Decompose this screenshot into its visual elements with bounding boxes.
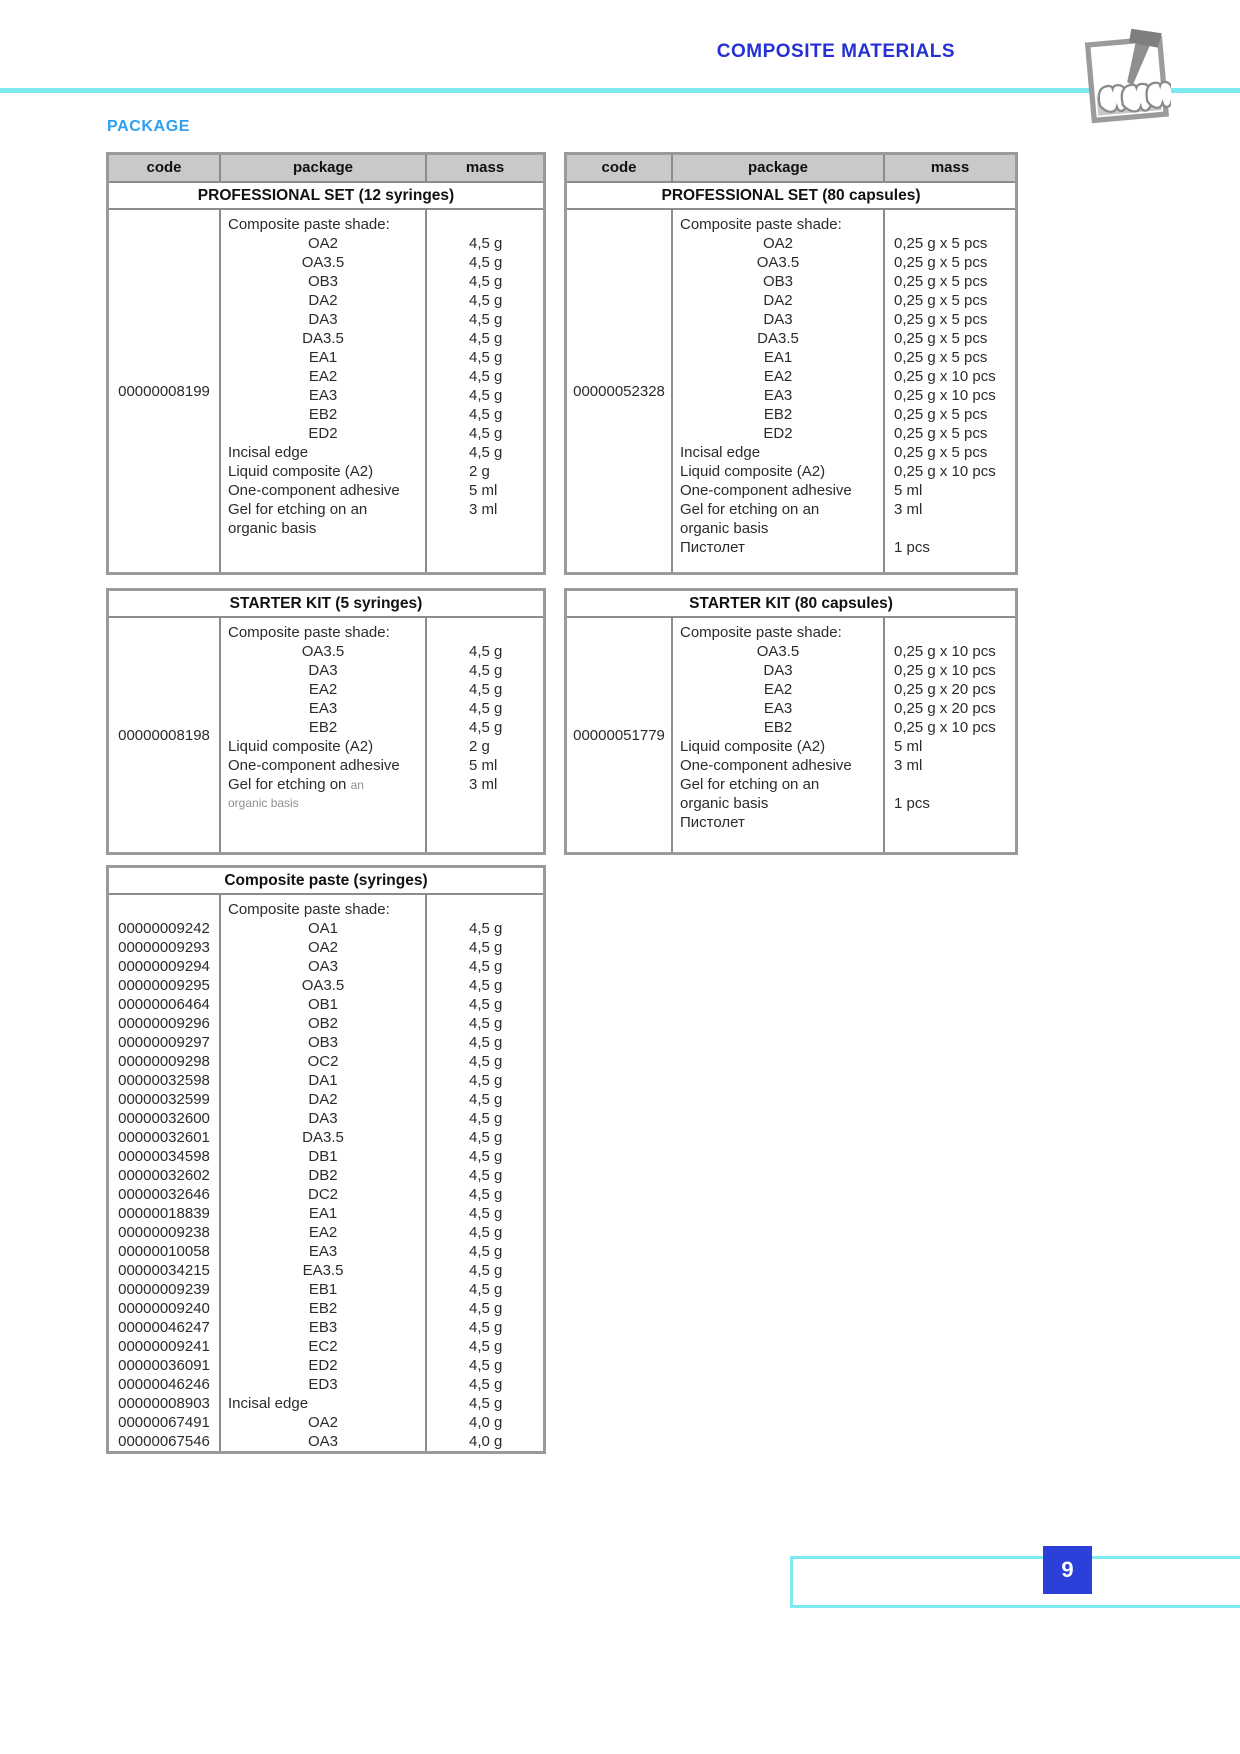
mass-cell: 4,5 g (469, 368, 503, 385)
package-cell: One-component adhesive (228, 482, 400, 499)
package-column (221, 210, 427, 572)
mass-cell: 4,5 g (469, 1186, 503, 1203)
package-cell: EA2 (308, 368, 338, 385)
mass-cell: 4,5 g (469, 254, 503, 271)
code-cell: 00000067491 (118, 1414, 210, 1431)
package-cell: One-component adhesive (228, 757, 400, 774)
package-cell: Liquid composite (A2) (680, 738, 826, 755)
mass-cell: 5 ml (894, 482, 923, 499)
package-cell: DA3 (308, 1110, 338, 1127)
mass-cell: 4,5 g (469, 1357, 503, 1374)
package-cell: OA3.5 (756, 643, 800, 660)
package-cell: OB3 (762, 273, 793, 290)
package-cell: organic basis (680, 795, 769, 812)
mass-cell (885, 813, 1015, 832)
mass-cell: 4,5 g (469, 1243, 503, 1260)
mass-cell: 3 ml (894, 501, 923, 518)
package-cell: Composite paste shade: (228, 901, 390, 918)
column-header-code: code (567, 155, 673, 181)
package-cell: OA2 (762, 235, 793, 252)
package-cell: Liquid composite (A2) (680, 463, 826, 480)
package-cell: OA3.5 (756, 254, 800, 271)
product-code: 00000008198 (118, 726, 210, 744)
mass-cell: 0,25 g x 5 pcs (894, 235, 988, 252)
package-column (221, 895, 427, 1451)
mass-cell: 4,5 g (469, 330, 503, 347)
column-header-code: code (109, 155, 221, 181)
package-cell: DA3 (763, 311, 793, 328)
mass-cell: 4,5 g (469, 311, 503, 328)
package-cell: OA3.5 (301, 254, 345, 271)
package-cell: Incisal edge (680, 444, 761, 461)
product-code: 00000052328 (573, 382, 665, 400)
package-cell: EA2 (308, 1224, 338, 1241)
column-header-row (567, 155, 1015, 183)
mass-cell: 4,5 g (469, 1072, 503, 1089)
header-divider-line (0, 88, 1240, 93)
dental-composite-application-icon (1083, 26, 1171, 126)
mass-cell: 0,25 g x 10 pcs (894, 463, 996, 480)
mass-cell: 4,5 g (469, 1110, 503, 1127)
mass-cell: 5 ml (469, 757, 498, 774)
package-cell: EA3 (763, 387, 793, 404)
package-column (673, 618, 885, 852)
table-professional-set-12-syringes (106, 152, 546, 575)
code-cell (109, 900, 219, 919)
mass-cell: 4,5 g (469, 1129, 503, 1146)
mass-cell: 0,25 g x 20 pcs (894, 681, 996, 698)
package-cell: EA3 (308, 1243, 338, 1260)
package-cell: ED2 (763, 425, 793, 442)
mass-cell (427, 519, 543, 538)
mass-cell (427, 623, 543, 642)
mass-cell: 3 ml (469, 776, 498, 793)
mass-cell: 2 g (469, 463, 490, 480)
package-cell: EB2 (308, 406, 338, 423)
mass-cell: 3 ml (894, 757, 923, 774)
mass-cell: 0,25 g x 20 pcs (894, 700, 996, 717)
code-cell: 00000009238 (118, 1224, 210, 1241)
page-number-badge: 9 (1043, 1546, 1092, 1594)
mass-cell: 4,5 g (469, 1148, 503, 1165)
package-cell: EA1 (308, 349, 338, 366)
package-cell: Gel for etching on an (680, 776, 820, 793)
table-title: STARTER KIT (5 syringes) (109, 591, 543, 618)
mass-cell: 0,25 g x 10 pcs (894, 387, 996, 404)
mass-column (427, 895, 543, 1451)
mass-cell: 0,25 g x 5 pcs (894, 330, 988, 347)
code-cell: 00000009239 (118, 1281, 210, 1298)
mass-cell: 4,5 g (469, 1053, 503, 1070)
package-cell: DA2 (308, 292, 338, 309)
code-cell: 00000032602 (118, 1167, 210, 1184)
mass-cell: 2 g (469, 738, 490, 755)
mass-cell: 4,5 g (469, 387, 503, 404)
mass-cell: 4,5 g (469, 406, 503, 423)
mass-cell: 4,5 g (469, 1395, 503, 1412)
mass-cell: 4,5 g (469, 1224, 503, 1241)
code-column (567, 618, 673, 852)
code-cell: 00000067546 (118, 1433, 210, 1450)
package-cell: EA2 (763, 368, 793, 385)
code-column (109, 210, 221, 572)
code-cell: 00000018839 (118, 1205, 210, 1222)
code-cell: 00000009294 (118, 958, 210, 975)
mass-cell (427, 900, 543, 919)
package-cell: Composite paste shade: (228, 216, 390, 233)
mass-cell: 4,5 g (469, 349, 503, 366)
table-starter-kit-5-syringes (106, 588, 546, 855)
mass-cell (885, 623, 1015, 642)
mass-cell: 4,5 g (469, 643, 503, 660)
code-column (109, 895, 221, 1451)
mass-cell: 4,5 g (469, 920, 503, 937)
code-column (567, 210, 673, 572)
mass-cell: 4,5 g (469, 235, 503, 252)
package-cell: OA1 (307, 920, 338, 937)
mass-cell: 5 ml (469, 482, 498, 499)
mass-cell: 0,25 g x 5 pcs (894, 349, 988, 366)
mass-cell: 3 ml (469, 501, 498, 518)
column-header-mass: mass (465, 159, 505, 176)
code-cell: 00000009298 (118, 1053, 210, 1070)
package-cell: DA3.5 (302, 1129, 344, 1146)
table-body (109, 618, 543, 852)
mass-cell: 4,5 g (469, 719, 503, 736)
mass-cell (885, 775, 1015, 794)
mass-cell: 0,25 g x 5 pcs (894, 311, 988, 328)
code-cell: 00000009297 (118, 1034, 210, 1051)
mass-cell: 0,25 g x 10 pcs (894, 368, 996, 385)
package-cell: Composite paste shade: (680, 624, 842, 641)
mass-cell: 4,5 g (469, 273, 503, 290)
package-cell: DA3 (763, 662, 793, 679)
code-column (109, 618, 221, 852)
package-cell: OB2 (307, 1015, 338, 1032)
package-cell: DA2 (763, 292, 793, 309)
table-title: STARTER KIT (80 capsules) (567, 591, 1015, 618)
mass-cell: 4,0 g (469, 1414, 503, 1431)
package-cell: OB3 (307, 1034, 338, 1051)
package-cell: OA2 (307, 235, 338, 252)
package-cell: EA2 (308, 681, 338, 698)
package-cell: OB3 (307, 273, 338, 290)
package-cell: OB1 (307, 996, 338, 1013)
column-header-row (109, 155, 543, 183)
package-cell: OA2 (307, 1414, 338, 1431)
package-cell: EA3 (763, 700, 793, 717)
mass-cell: 0,25 g x 5 pcs (894, 406, 988, 423)
mass-column (885, 618, 1015, 852)
code-cell: 00000010058 (118, 1243, 210, 1260)
table-title: PROFESSIONAL SET (12 syringes) (109, 183, 543, 210)
package-cell: EA1 (763, 349, 793, 366)
code-cell: 00000034215 (118, 1262, 210, 1279)
mass-cell: 4,5 g (469, 700, 503, 717)
mass-cell: 0,25 g x 10 pcs (894, 662, 996, 679)
package-cell: DA2 (308, 1091, 338, 1108)
package-cell: EB2 (308, 1300, 338, 1317)
mass-cell: 4,0 g (469, 1433, 503, 1450)
package-cell: Gel for etching on an (680, 501, 820, 518)
table-body (109, 210, 543, 572)
code-cell: 00000046246 (118, 1376, 210, 1393)
package-cell: EB2 (763, 406, 793, 423)
mass-cell: 4,5 g (469, 425, 503, 442)
package-cell: EA2 (763, 681, 793, 698)
mass-cell: 4,5 g (469, 1262, 503, 1279)
footer-accent-frame (790, 1556, 1240, 1608)
package-column (673, 210, 885, 572)
package-cell: EB1 (308, 1281, 338, 1298)
package-cell: organic basis (228, 796, 299, 810)
code-cell: 00000008903 (118, 1395, 210, 1412)
mass-cell: 1 pcs (894, 795, 930, 812)
mass-cell: 4,5 g (469, 1205, 503, 1222)
package-cell: organic basis (228, 520, 317, 537)
package-cell: EA3 (308, 700, 338, 717)
mass-cell: 0,25 g x 5 pcs (894, 292, 988, 309)
table-title: PROFESSIONAL SET (80 capsules) (567, 183, 1015, 210)
mass-cell (427, 215, 543, 234)
mass-cell (427, 794, 543, 813)
table-professional-set-80-capsules (564, 152, 1018, 575)
package-cell: Composite paste shade: (228, 624, 390, 641)
table-starter-kit-80-capsules (564, 588, 1018, 855)
package-cell: ED2 (308, 425, 338, 442)
product-code: 00000008199 (118, 382, 210, 400)
package-cell: organic basis (680, 520, 769, 537)
package-cell: DA3.5 (757, 330, 799, 347)
code-cell: 00000009296 (118, 1015, 210, 1032)
mass-cell: 0,25 g x 10 pcs (894, 719, 996, 736)
code-cell: 00000032599 (118, 1091, 210, 1108)
column-header-package: package (673, 155, 885, 181)
mass-cell: 4,5 g (469, 681, 503, 698)
page-title: COMPOSITE MATERIALS (716, 41, 955, 62)
mass-cell: 4,5 g (469, 939, 503, 956)
package-cell: EB3 (308, 1319, 338, 1336)
code-cell: 00000032601 (118, 1129, 210, 1146)
mass-cell: 4,5 g (469, 1091, 503, 1108)
package-cell: Gel for etching on an (228, 501, 368, 518)
package-cell: EA1 (308, 1205, 338, 1222)
code-cell: 00000036091 (118, 1357, 210, 1374)
code-cell: 00000009295 (118, 977, 210, 994)
package-cell: OA2 (307, 939, 338, 956)
package-cell: DA3 (308, 311, 338, 328)
code-cell: 00000032646 (118, 1186, 210, 1203)
package-cell: Пистолет (680, 539, 745, 556)
mass-cell (885, 215, 1015, 234)
package-cell: EB2 (763, 719, 793, 736)
mass-cell: 4,5 g (469, 1338, 503, 1355)
package-cell: OA3 (307, 1433, 338, 1450)
mass-cell: 4,5 g (469, 1034, 503, 1051)
package-cell-small-text: an (350, 778, 364, 792)
package-cell: DA3 (308, 662, 338, 679)
package-cell: OA3.5 (301, 643, 345, 660)
package-cell: OA3 (307, 958, 338, 975)
mass-cell: 1 pcs (894, 539, 930, 556)
mass-cell: 4,5 g (469, 292, 503, 309)
code-cell: 00000046247 (118, 1319, 210, 1336)
code-cell: 00000006464 (118, 996, 210, 1013)
package-cell: DA1 (308, 1072, 338, 1089)
mass-cell: 4,5 g (469, 1281, 503, 1298)
mass-cell: 4,5 g (469, 977, 503, 994)
table-body (109, 895, 543, 1451)
package-cell: Пистолет (680, 814, 745, 831)
package-cell: Incisal edge (228, 444, 309, 461)
package-cell: DC2 (307, 1186, 338, 1203)
mass-cell: 4,5 g (469, 1015, 503, 1032)
package-cell: One-component adhesive (680, 482, 852, 499)
column-header-mass: mass (930, 159, 970, 176)
package-cell: OA3.5 (301, 977, 345, 994)
code-cell: 00000032598 (118, 1072, 210, 1089)
mass-cell (885, 519, 1015, 538)
code-cell: 00000009242 (118, 920, 210, 937)
package-cell: One-component adhesive (680, 757, 852, 774)
mass-column (427, 618, 543, 852)
package-column (221, 618, 427, 852)
package-cell: OC2 (307, 1053, 339, 1070)
package-cell: Composite paste shade: (680, 216, 842, 233)
product-code: 00000051779 (573, 726, 665, 744)
package-section-label: PACKAGE (107, 118, 191, 135)
mass-column (427, 210, 543, 572)
code-cell: 00000009293 (118, 939, 210, 956)
mass-cell: 0,25 g x 5 pcs (894, 254, 988, 271)
mass-cell: 4,5 g (469, 662, 503, 679)
package-cell: EA3 (308, 387, 338, 404)
mass-cell: 4,5 g (469, 996, 503, 1013)
mass-column (885, 210, 1015, 572)
package-cell: Gel for etching on an (228, 776, 364, 793)
mass-cell: 5 ml (894, 738, 923, 755)
table-body (567, 618, 1015, 852)
mass-cell: 0,25 g x 10 pcs (894, 643, 996, 660)
package-cell: EA3.5 (302, 1262, 344, 1279)
package-cell: DB2 (308, 1167, 338, 1184)
package-cell: EC2 (308, 1338, 338, 1355)
package-cell: EB2 (308, 719, 338, 736)
table-title: Composite paste (syringes) (109, 868, 543, 895)
package-cell: ED2 (308, 1357, 338, 1374)
package-cell: ED3 (308, 1376, 338, 1393)
mass-cell: 0,25 g x 5 pcs (894, 425, 988, 442)
code-cell: 00000034598 (118, 1148, 210, 1165)
mass-cell: 4,5 g (469, 444, 503, 461)
mass-cell: 0,25 g x 5 pcs (894, 273, 988, 290)
mass-cell: 4,5 g (469, 1167, 503, 1184)
mass-cell: 4,5 g (469, 958, 503, 975)
mass-cell: 4,5 g (469, 1319, 503, 1336)
code-cell: 00000032600 (118, 1110, 210, 1127)
package-cell: Incisal edge (228, 1395, 309, 1412)
code-cell: 00000009241 (118, 1338, 210, 1355)
code-cell: 00000009240 (118, 1300, 210, 1317)
table-body (567, 210, 1015, 572)
package-cell: Liquid composite (A2) (228, 738, 374, 755)
package-cell: DA3.5 (302, 330, 344, 347)
column-header-package: package (221, 155, 427, 181)
mass-cell: 4,5 g (469, 1376, 503, 1393)
table-composite-paste-syringes (106, 865, 546, 1454)
mass-cell: 4,5 g (469, 1300, 503, 1317)
package-cell: Liquid composite (A2) (228, 463, 374, 480)
package-cell: DB1 (308, 1148, 338, 1165)
mass-cell: 0,25 g x 5 pcs (894, 444, 988, 461)
